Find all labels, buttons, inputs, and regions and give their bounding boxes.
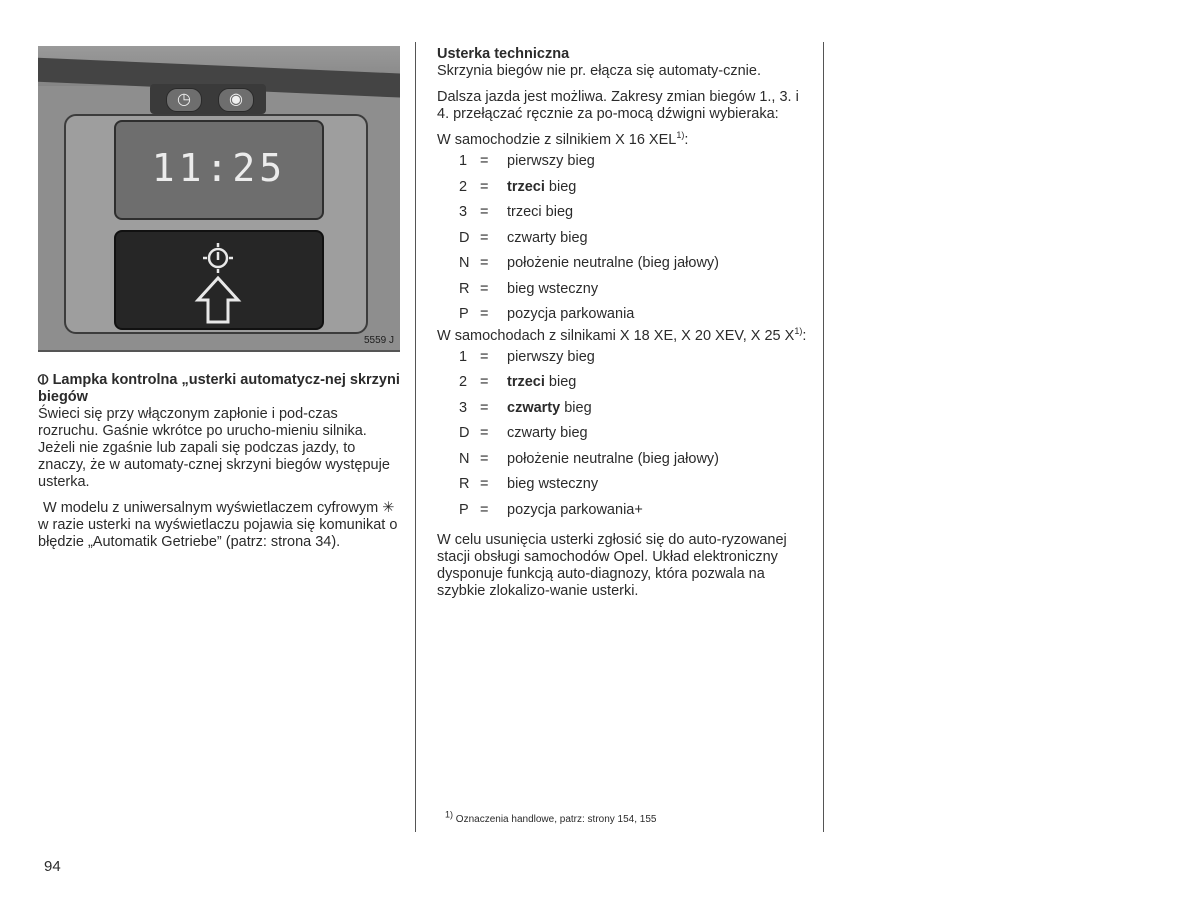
gear-description	[507, 149, 595, 175]
up-arrow-icon	[198, 278, 238, 322]
clock-icon: ◷	[166, 88, 202, 112]
gear-text: bieg	[544, 178, 577, 195]
gear-equals: =	[480, 178, 489, 195]
warning-display	[114, 230, 324, 330]
left-heading-text: Lampka kontrolna „usterki automatycz-nej skrzyni biegów	[38, 372, 400, 405]
engine1-suffix: :	[684, 132, 689, 148]
gear-equals: =	[480, 501, 489, 518]
gear-equals: =	[480, 153, 489, 169]
right-heading: Usterka techniczna	[437, 46, 570, 62]
gear-key: 2	[459, 178, 468, 195]
gear-equals: =	[480, 280, 489, 297]
gear-equals: =	[480, 374, 489, 390]
figure-code: 5559 J	[363, 335, 394, 346]
left-paragraph-1: Świeci się przy włączonym zapłonie i pod-czas rozruchu. Gaśnie wkrótce po urucho-mieniu silnika. Jeżeli nie zgaśnie lub zapali się podczas jazdy, to znaczy, że w automaty-cznej skrzyni biegów występuje usterka.	[38, 406, 390, 490]
gear-bold-word: trzeci	[507, 374, 545, 390]
engine1-text: W samochodzie z silnikiem X 16 XEL	[437, 132, 677, 148]
gear-key: 2	[459, 374, 468, 390]
gear-text: trzeci bieg	[507, 204, 574, 220]
gear-description	[507, 370, 576, 396]
clock-display	[114, 120, 324, 220]
gear-key: R	[459, 476, 470, 492]
gear-description	[507, 396, 592, 422]
gear-key: 3	[459, 204, 468, 220]
engine2-footnote-ref: 1)	[794, 325, 803, 336]
gear-row	[437, 251, 809, 277]
gear-row	[437, 472, 809, 498]
left-column	[38, 372, 400, 551]
footnote-text: Oznaczenia handlowe, patrz: strony 154, 155	[455, 814, 657, 825]
gear-row	[437, 370, 809, 396]
gear-equals: =	[480, 306, 489, 322]
gear-text: bieg wsteczny	[507, 280, 599, 297]
gear-row	[437, 277, 809, 303]
gear-equals: =	[480, 425, 489, 441]
gear-text: bieg wsteczny	[507, 476, 599, 492]
footnote-marker: 1)	[445, 809, 454, 820]
gear-row	[437, 200, 809, 226]
gear-description	[507, 472, 598, 498]
gear-description	[507, 302, 634, 328]
gear-description	[507, 175, 576, 201]
gear-list-2	[437, 345, 809, 524]
engine1-label	[437, 132, 809, 149]
gear-key: 3	[459, 399, 468, 416]
page-number: 94	[44, 858, 61, 875]
gear-text: bieg	[544, 374, 577, 390]
gear-key: D	[459, 229, 470, 246]
column-divider-left	[415, 42, 416, 832]
footnote	[445, 809, 657, 825]
gear-key: P	[459, 501, 469, 518]
gear-key: D	[459, 425, 470, 441]
gear-text: położenie neutralne (bieg jałowy)	[507, 450, 719, 467]
gear-key: 1	[459, 153, 468, 169]
gear-equals: =	[480, 229, 489, 246]
gear-description	[507, 277, 598, 303]
gear-description	[507, 226, 588, 252]
gear-key: R	[459, 280, 470, 297]
gear-row	[437, 345, 809, 371]
gear-equals: =	[480, 476, 489, 492]
gear-row	[437, 302, 809, 328]
gear-text: pozycja parkowania+	[507, 501, 643, 518]
gear-text: położenie neutralne (bieg jałowy)	[507, 255, 719, 271]
gear-key: N	[459, 450, 470, 467]
gear-row	[437, 149, 809, 175]
right-column	[437, 46, 809, 600]
gear-equals: =	[480, 348, 489, 365]
closing-paragraph: W celu usunięcia usterki zgłosić się do auto-ryzowanej stacji obsługi samochodów Opel. Układ elektroniczny dysponuje funkcją auto-diagnozy, która pozwala na szybkie zlokalizo-wanie usterki.	[437, 532, 787, 599]
gear-row	[437, 498, 809, 524]
gear-row	[437, 421, 809, 447]
gear-equals: =	[480, 255, 489, 271]
gear-key: N	[459, 255, 470, 271]
left-paragraph-2: W modelu z uniwersalnym wyświetlaczem cyfrowym ✳ w razie usterki na wyświetlaczu pojawia się komunikat o błędzie „Automatik Getriebe” (patrz: strona 34).	[38, 500, 398, 550]
gear-description	[507, 421, 588, 447]
gear-text: pierwszy bieg	[507, 153, 595, 169]
gear-description	[507, 447, 719, 473]
gear-equals: =	[480, 399, 489, 416]
gear-text: bieg	[560, 399, 592, 416]
display-buttons	[150, 84, 266, 114]
gear-row	[437, 175, 809, 201]
left-heading	[38, 372, 400, 406]
gear-key: P	[459, 306, 469, 322]
engine2-suffix: :	[802, 327, 807, 344]
gear-key: 1	[459, 348, 468, 365]
gear-text: pierwszy bieg	[507, 348, 595, 365]
engine2-text: W samochodach z silnikami X 18 XE, X 20 XEV, X 25 X	[437, 327, 795, 344]
gear-row	[437, 447, 809, 473]
gearbox-warning-icon	[176, 240, 260, 324]
gear-equals: =	[480, 204, 489, 220]
gear-description	[507, 498, 643, 524]
dashboard-figure	[38, 46, 400, 352]
gearbox-symbol-icon: ⦶	[38, 372, 49, 388]
right-intro: Skrzynia biegów nie pr. ełącza się automaty-cznie.	[437, 63, 761, 79]
engine1-footnote-ref: 1)	[676, 130, 685, 141]
gear-description	[507, 251, 719, 277]
gear-bold-word: trzeci	[507, 178, 545, 195]
gear-row	[437, 396, 809, 422]
gear-text: czwarty bieg	[507, 229, 588, 246]
gear-text: czwarty bieg	[507, 425, 588, 441]
gear-equals: =	[480, 450, 489, 467]
right-paragraph: Dalsza jazda jest możliwa. Zakresy zmian biegów 1., 3. i 4. przełączać ręcznie za po-mocą dźwigni wybieraka:	[437, 89, 799, 122]
gear-description	[507, 345, 595, 371]
clock-time: 11:25	[151, 146, 287, 190]
engine2-label	[437, 325, 809, 345]
column-divider-right	[823, 42, 824, 832]
settings-icon: ◉	[218, 88, 254, 112]
gear-bold-word: czwarty	[507, 399, 561, 416]
gear-row	[437, 226, 809, 252]
gear-list-1	[437, 149, 809, 328]
gear-description	[507, 200, 573, 226]
gear-text: pozycja parkowania	[507, 306, 635, 322]
